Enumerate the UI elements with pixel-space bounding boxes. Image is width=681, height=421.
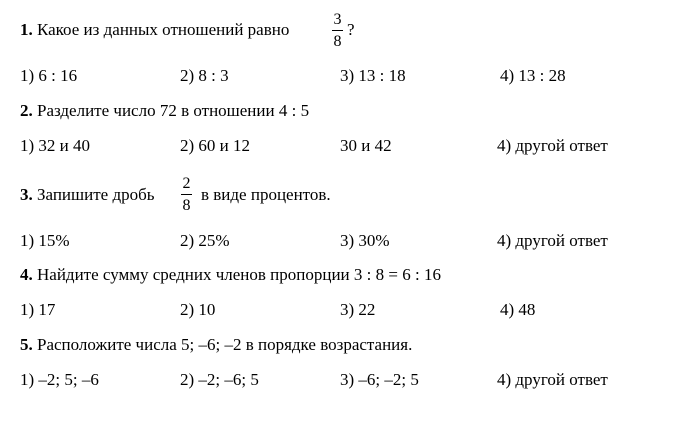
option-1-2: 2) 8 : 3 [180,66,229,85]
fraction-bar [181,194,192,195]
option-1-4: 4) 13 : 28 [500,66,566,85]
fraction-numerator: 2 [182,175,191,192]
option-5-4: 4) другой ответ [497,370,608,389]
question-2 [20,101,309,121]
question-1-end [347,20,355,40]
option-5-1: 1) –2; 5; –6 [20,370,99,389]
question-number: 1. [20,20,33,39]
question-number: 3. [20,185,33,204]
fraction-bar [332,30,343,31]
option-3-3: 3) 30% [340,231,390,250]
fraction-numerator: 3 [333,11,342,28]
option-2-1: 1) 32 и 40 [20,136,91,155]
option-2-2: 2) 60 и 12 [180,136,251,155]
option-1-1: 1) 6 : 16 [20,66,78,85]
fraction-2-8 [181,174,192,215]
option-3-2: 2) 25% [180,231,230,250]
question-text: Какое из данных отношений равно [37,20,290,39]
question-text: Найдите сумму средних членов пропорции 3 : 8 = 6 : 16 [37,265,441,284]
question-number: 2. [20,101,33,120]
option-4-2: 2) 10 [180,300,216,319]
question-text: Расположите числа 5; –6; –2 в порядке возрастания. [37,335,413,354]
option-4-1: 1) 17 [20,300,56,319]
question-5 [20,335,412,355]
question-4 [20,265,441,285]
question-3-end [201,185,331,205]
option-5-3: 3) –6; –2; 5 [340,370,419,389]
fraction-3-8 [332,10,343,51]
question-1 [20,20,289,40]
question-mark: ? [347,20,355,39]
option-3-4: 4) другой ответ [497,231,608,250]
option-5-2: 2) –2; –6; 5 [180,370,259,389]
fraction-denominator: 8 [333,33,342,50]
option-4-3: 3) 22 [340,300,376,319]
question-text: Разделите число 72 в отношении 4 : 5 [37,101,310,120]
option-4-4: 4) 48 [500,300,536,319]
fraction-denominator: 8 [182,197,191,214]
option-2-4: 4) другой ответ [497,136,608,155]
question-number: 5. [20,335,33,354]
question-tail: в виде процентов. [201,185,331,204]
option-1-3: 3) 13 : 18 [340,66,406,85]
question-number: 4. [20,265,33,284]
option-3-1: 1) 15% [20,231,70,250]
question-3 [20,185,155,205]
option-2-3: 30 и 42 [340,136,392,155]
question-text: Запишите дробь [37,185,155,204]
